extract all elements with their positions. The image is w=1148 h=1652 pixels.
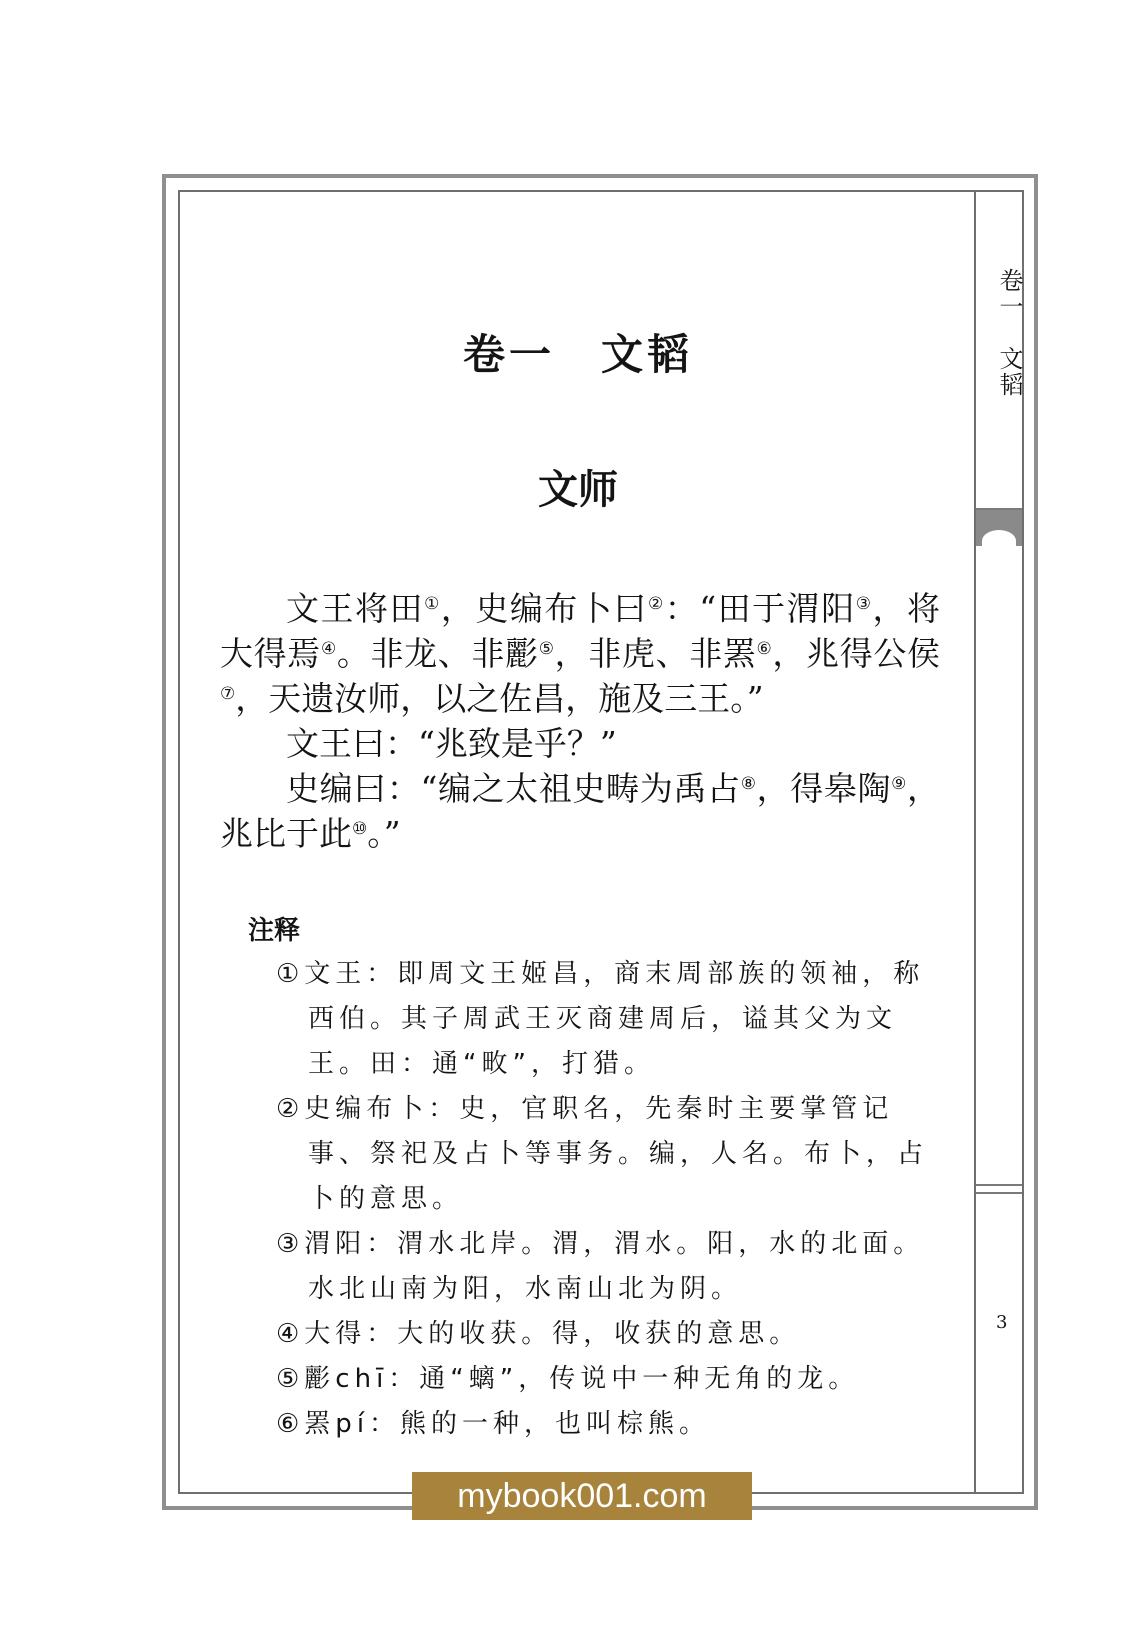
page-number: 3 — [996, 1312, 1008, 1333]
fish-tail-ornament — [976, 510, 1022, 546]
side-divider — [976, 1184, 1022, 1186]
note-item: ④大得：大的收获。得，收获的意思。 — [276, 1319, 801, 1349]
side-divider — [976, 1192, 1022, 1194]
note-item: ①文王：即周文王姬昌，商末周部族的领袖，称西伯。其子周武王灭商建周后，谥其父为文王。田：通“畋”，打猎。 — [276, 959, 925, 1079]
note-item: ⑤彲chī：通“螭”，传说中一种无角的龙。 — [276, 1364, 860, 1394]
paragraph: 文王将田①，史编布卜曰②：“田于渭阳③，将大得焉④。非龙、非彲⑤，非虎、非罴⑥，兆得公侯⑦，天遗汝师，以之佐昌，施及三王。” — [220, 589, 941, 718]
chapter-title: 卷一 文韬 — [462, 330, 693, 379]
paragraph: 史编曰：“编之太祖史畴为禹占⑧，得皋陶⑨，兆比于此⑩。” — [220, 769, 940, 853]
note-item: ②史编布卜：史，官职名，先秦时主要掌管记事、祭祀及占卜等事务。编，人名。布卜，占卜的意思。 — [276, 1094, 929, 1214]
note-item: ⑥罴pí：熊的一种，也叫棕熊。 — [276, 1409, 711, 1439]
notes-list — [276, 952, 940, 1447]
watermark-link[interactable]: mybook001.com — [412, 1472, 752, 1520]
running-head: 卷一 文韬 — [995, 268, 1023, 398]
paragraph: 文王曰：“兆致是乎？” — [286, 724, 617, 763]
note-item: ③渭阳：渭水北岸。渭，渭水。阳，水的北面。水北山南为阳，水南山北为阴。 — [276, 1229, 925, 1304]
notes-heading: 注释 — [248, 916, 301, 946]
main-text — [220, 586, 940, 856]
section-title: 文师 — [538, 466, 618, 513]
